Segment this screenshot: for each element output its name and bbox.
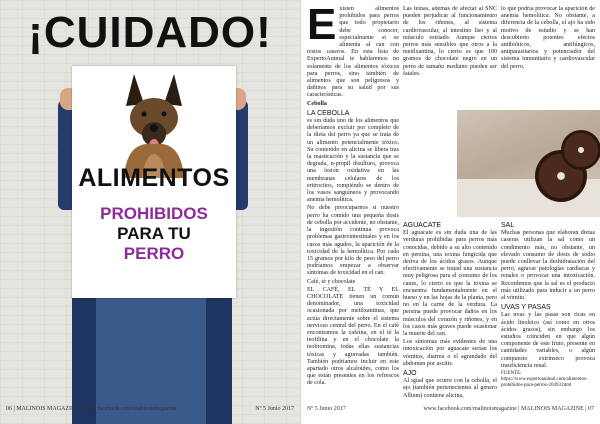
sign-line-2: PARA TU [117, 224, 191, 243]
footer-right: www.facebook.com/malinoismagazine | MALINOIS MAGAZINE | 07 [423, 406, 594, 412]
sign-line-3: PERRO [123, 244, 185, 263]
page-title: ¡CUIDADO! [28, 8, 272, 57]
avocado-paragraph-2: Los síntomas más evidentes de una intoxicación por aguacate serían los vómitos, diarrea o el agrandado del abdomen por ascitis. [403, 339, 497, 367]
garlic-paragraph: Al igual que ocurre con la cebolla, el ajo (también pertenecientes al género Allium) contiene alicina, [403, 378, 497, 399]
donut-2 [561, 130, 600, 170]
column-3-top [501, 6, 595, 106]
theine-paragraph: Las teínas, además de afectar al SNC pueden perjudicar al funcionamiento de los riñones, al sistema cardiovascular, al intestino liso y al músculo estriado. Aunque ciertos perros más sensibles que otros a la metilxantina, lo cierto es que 100 gramos de chocolate negro en un perro de tamaño mediano pueden ser fatales. [403, 6, 497, 77]
grapes-heading: UVAS Y PASAS [501, 304, 551, 312]
source-note: FUENTE: https://www.expertoanimal.com/alimentos-prohibidos-para-perros-20493.html [501, 371, 588, 389]
garlic-heading: AJO [403, 370, 417, 378]
column-2-top [403, 6, 497, 106]
drop-cap: E [307, 0, 337, 49]
dog-illustration [112, 70, 196, 178]
column-3-bottom [501, 220, 595, 402]
footer-issue: Nº 5 Junio 2017 [255, 406, 294, 412]
right-page [300, 0, 600, 424]
avocado-heading: AGUACATE [403, 222, 441, 229]
garlic-continued-paragraph: lo que podría provocar la aparición de anemia hemolítica. No obstante, a diferencia de la cebolla, el ajo ha sido motivo de estudio y se han descubierto potentes efectos antibióticos, antifúngicos, antiparasitarios y potenciador del sistema inmunitario y cardiovascular del perro. [501, 6, 595, 70]
onion-heading: LA CEBOLLA [307, 109, 350, 117]
onion-paragraph-2: No debe preocuparnos si nuestro perro ha comido una pequeña dosis de cebolla por accidente, no obstante, la ingestión continua provoca problemas gastrointestinales y en los casos más agudos, la aparición de la toxicidad de la hemolítica. Por cada 15 gramos por kilo de peso del perro podríamos empezar a observar síntomas de toxicidad en el can. [307, 205, 399, 277]
footer-issue-right: Nº 5 Junio 2017 [307, 406, 346, 412]
coffee-paragraph: EL CAFÉ, EL TÉ Y EL CHOCOLATE tienen un común denominador, una toxicidad ocasionada por metilxantinas, que actúa directamente sobre el sistema nervioso central del perro. En el café encontramos la cafeína, en el té la teofilina y en el chocolate la teobromina, todas ellas sustancias tóxicas y agravadas también. También podríamos incluir en este apartado otros alcaloides, como los que están presentes en los refrescos de cola. [307, 286, 399, 387]
sign-board [72, 66, 236, 298]
column-1 [307, 0, 399, 389]
avocado-paragraph-1: El aguacate es sin duda una de las verduras prohibidas para perros más conocidas, debido a su alto contenido en persina, una toxina fungicida que deriva de los ácidos grasos. Aunque efectivamente se tratad una sustancia muy peligrosa para el consumo de los canes, lo cierto es que la toxina se encuentra fundamentalmente en el hueso y en las hojas de la planta, pero no en la carne de la verdura. La persina puede provocar daños en los músculos del corazón y riñones, y en los casos más graves puede ocasionar la muerte del can. [403, 230, 497, 338]
intro-paragraph: xisten alimentos prohibidos para perros que todo propietario debe conocer, especialmente si se alimenta al can con restos caseros. En esta lista de ExpertoAnimal te hablaremos no solamente de los alimentos tóxicos para perros, sino también de alimentos que son peligrosos y dañinos para su salud por sus características. [307, 6, 399, 99]
onion-paragraph-1: es sin duda uno de los alimentos que deberíamos excluir por completo de la dieta del perro ya que se trata de un alimento potencialmente tóxico. Su contenido en alicina se libera tras la masticación y la sustancia que se degrada, n-propil disulfuro, provoca una lesión oxidativa en las membranas celulares de los eritrocitos, rompiéndo se dentro de los vasos sanguíneos y provocando anemia hemolítica. [307, 118, 399, 204]
salt-paragraph: Muchas personas que elaboran dietas caseras utilizan la sal como un condimento más, no obstante, un elevado consumo de dosis de sodio puede conllevar la deshidratación del perro, agravar patologías cardiacas y renales o provocar una intoxicación. Recordemos que la sal es el producto más utilizado para inducir a un perro al vómito. [501, 230, 595, 302]
salt-heading: SAL [501, 222, 515, 229]
footer-left: 06 | MALINOIS MAGAZINE | www.facebook.com/malinoismagazine [6, 406, 177, 412]
donut-photo [457, 110, 600, 217]
sign-line-1: PROHIBIDOS [100, 204, 208, 223]
onion-title: Cebolla [307, 100, 327, 107]
sign-main-text: ALIMENTOS [78, 164, 230, 192]
column-2-bottom [403, 220, 497, 402]
coffee-title: Café, té y chocolate [307, 278, 356, 285]
grapes-paragraph: Las uvas y las pasas son ricas en ácido linoleico (así como en otros ácidos grasos), sin embargo los estudios coinciden en que algún componente de este fruto, presente en cantidades variables, o algún compuesto extrínseco provoca insuficiencia renal. [501, 312, 595, 369]
